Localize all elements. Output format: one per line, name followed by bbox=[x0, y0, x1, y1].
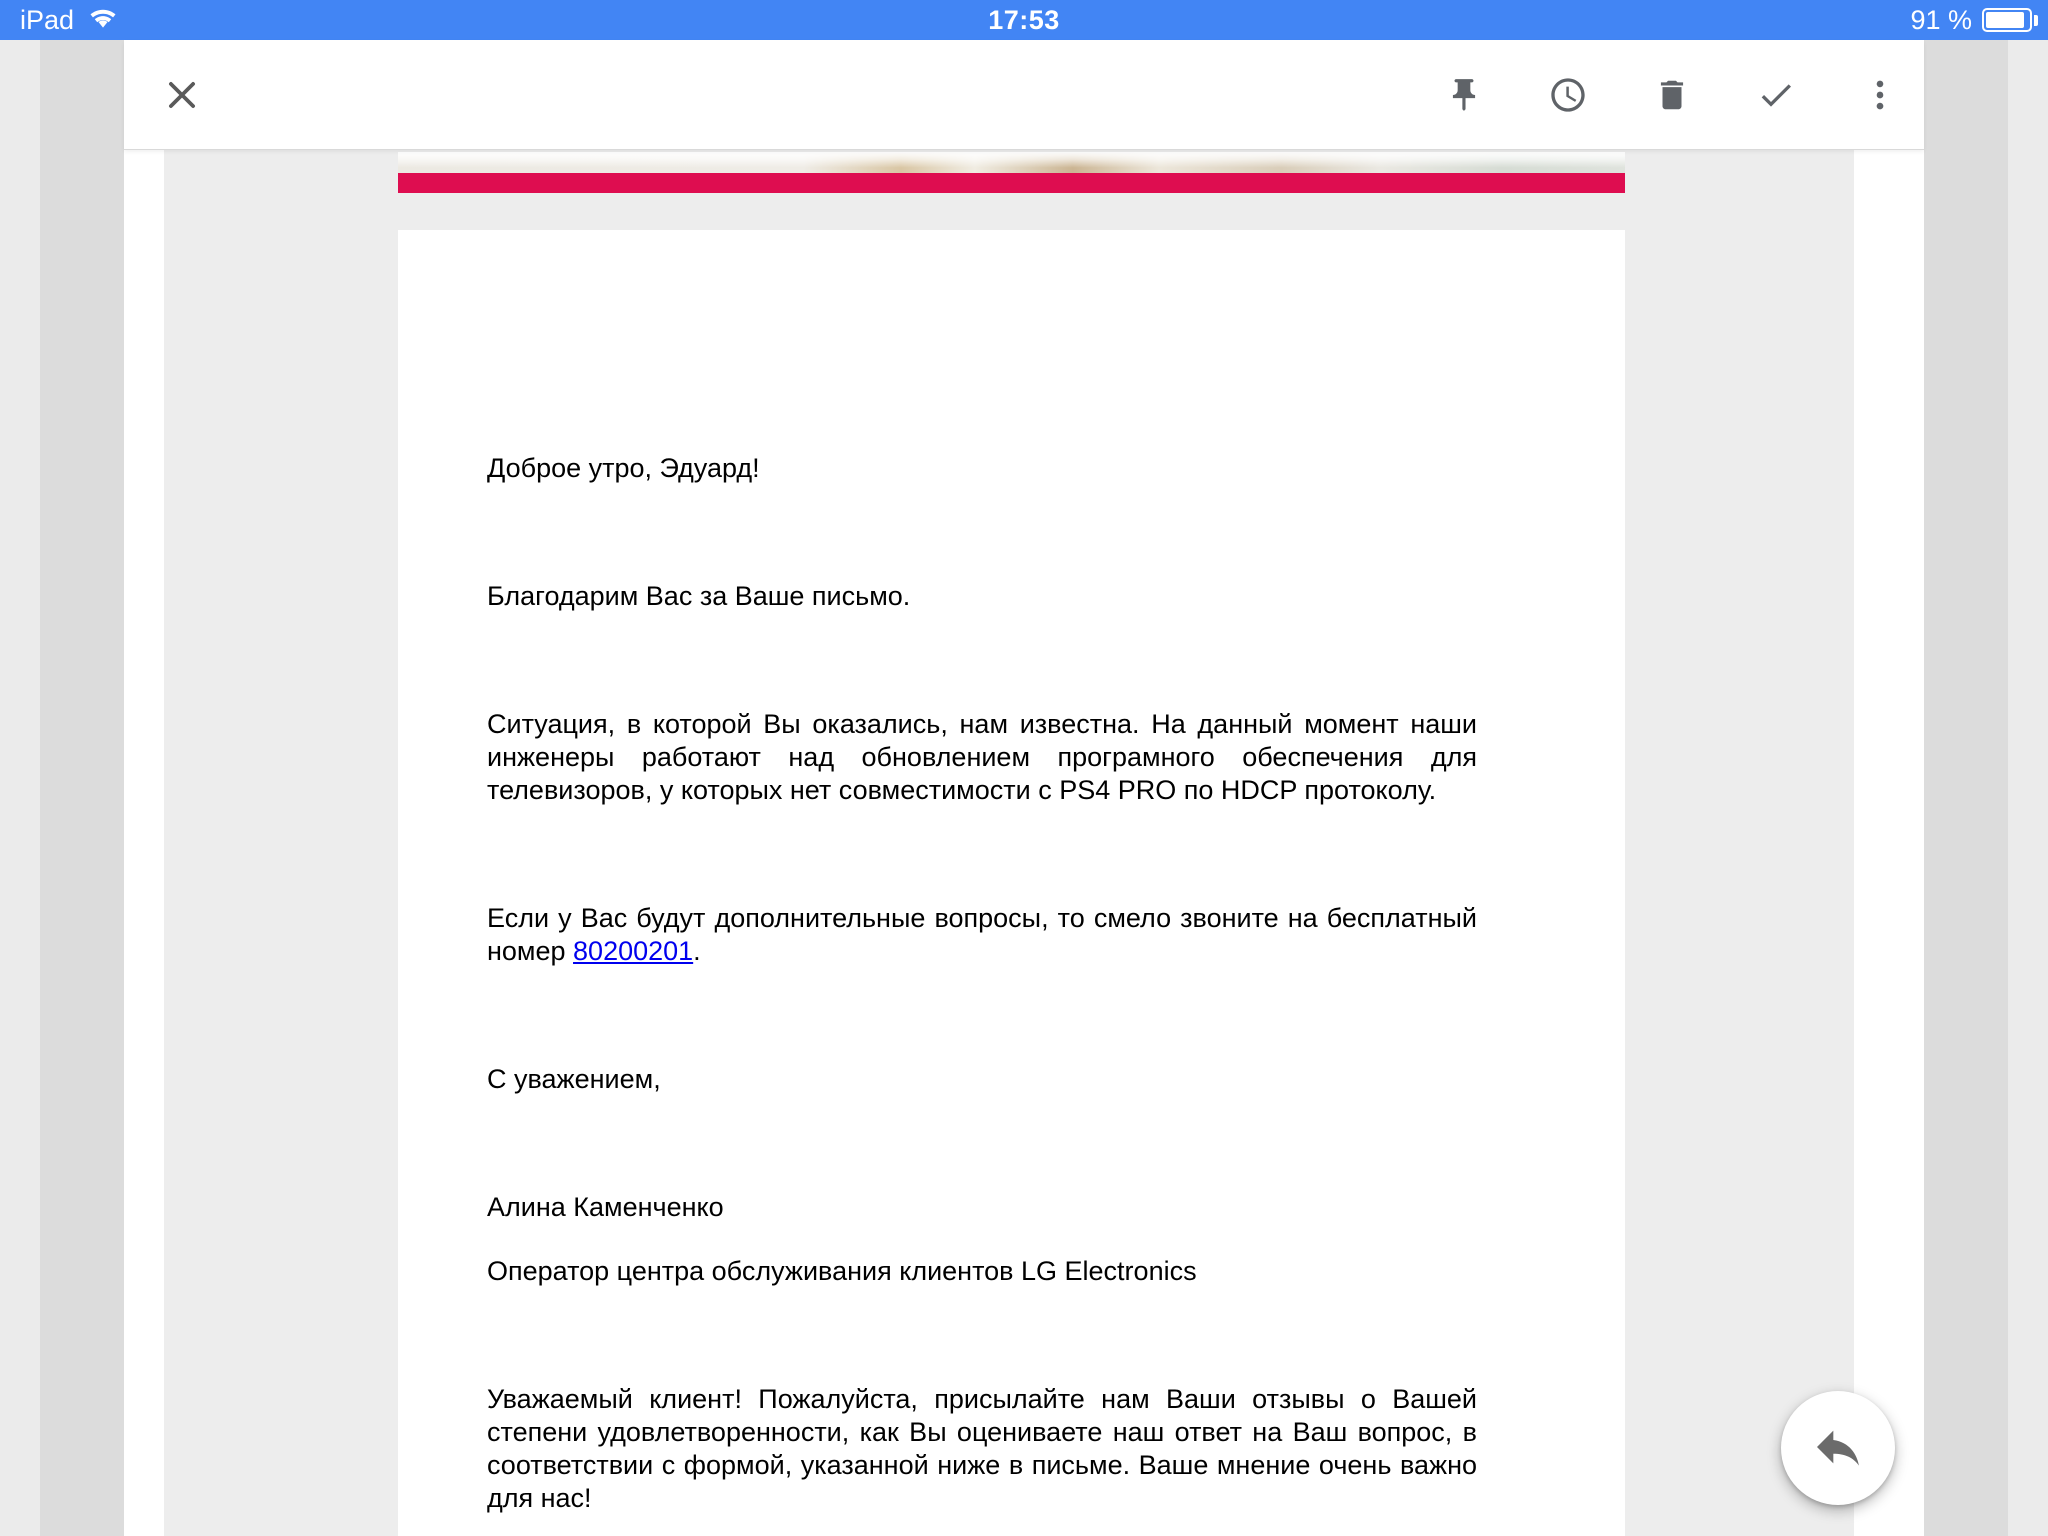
feedback-text: Уважаемый клиент! Пожалуйста, присылайте нам Ваши отзывы о Вашей степени удовлетворенности, как Вы оцениваете наш ответ на Ваш вопрос, в соответствии с формой, указанной ниже в письме. Ваше мнение очень важно для нас! bbox=[487, 1384, 1477, 1513]
check-icon bbox=[1756, 75, 1796, 115]
email-header-image bbox=[398, 152, 1625, 173]
signature-name: Алина Каменченко bbox=[487, 1192, 724, 1222]
more-vert-icon bbox=[1861, 76, 1899, 114]
phone-text-prefix: Если у Вас будут дополнительные вопросы, то смело звоните на бесплатный номер bbox=[487, 903, 1477, 966]
toolbar bbox=[124, 40, 1924, 150]
push-pin-icon bbox=[1445, 76, 1483, 114]
done-button[interactable] bbox=[1752, 71, 1800, 119]
reply-fab[interactable] bbox=[1781, 1391, 1895, 1505]
phone-link[interactable]: 80200201 bbox=[573, 936, 694, 966]
snooze-button[interactable] bbox=[1544, 71, 1592, 119]
device-label: iPad bbox=[20, 4, 75, 35]
background-left-band bbox=[40, 40, 124, 1536]
more-button[interactable] bbox=[1856, 71, 1904, 119]
reply-icon bbox=[1810, 1419, 1866, 1478]
clock-icon bbox=[1548, 75, 1588, 115]
pin-button[interactable] bbox=[1440, 71, 1488, 119]
wifi-icon bbox=[88, 5, 118, 36]
email-header-red-bar bbox=[398, 173, 1625, 193]
phone-text-suffix: . bbox=[693, 936, 701, 966]
delete-button[interactable] bbox=[1648, 71, 1696, 119]
battery-percent: 91 % bbox=[1910, 4, 1972, 35]
close-button[interactable] bbox=[158, 71, 206, 119]
greeting-text: Доброе утро, Эдуард! bbox=[487, 453, 760, 483]
battery-fill bbox=[1986, 12, 2024, 28]
email-body-scroll-area[interactable] bbox=[164, 150, 1854, 1536]
phone-text bbox=[487, 902, 1477, 968]
letter-card bbox=[398, 230, 1625, 1536]
signature-title: Оператор центра обслуживания клиентов LG Electronics bbox=[487, 1256, 1197, 1286]
trash-icon bbox=[1653, 76, 1691, 114]
clock-time: 17:53 bbox=[988, 4, 1060, 35]
background-right-band bbox=[1924, 40, 2008, 1536]
situation-text: Ситуация, в которой Вы оказались, нам известна. На данный момент наши инженеры работают над обновлением програмного обеспечения для телевизоров, у которых нет совместимости с PS4 PRO по HDCP протоколу. bbox=[487, 709, 1477, 805]
email-card bbox=[124, 40, 1924, 1536]
regards-text: С уважением, bbox=[487, 1064, 661, 1094]
close-icon bbox=[163, 76, 201, 114]
thanks-text: Благодарим Вас за Ваше письмо. bbox=[487, 581, 911, 611]
status-bar bbox=[0, 0, 2048, 40]
battery-icon bbox=[1982, 8, 2038, 32]
